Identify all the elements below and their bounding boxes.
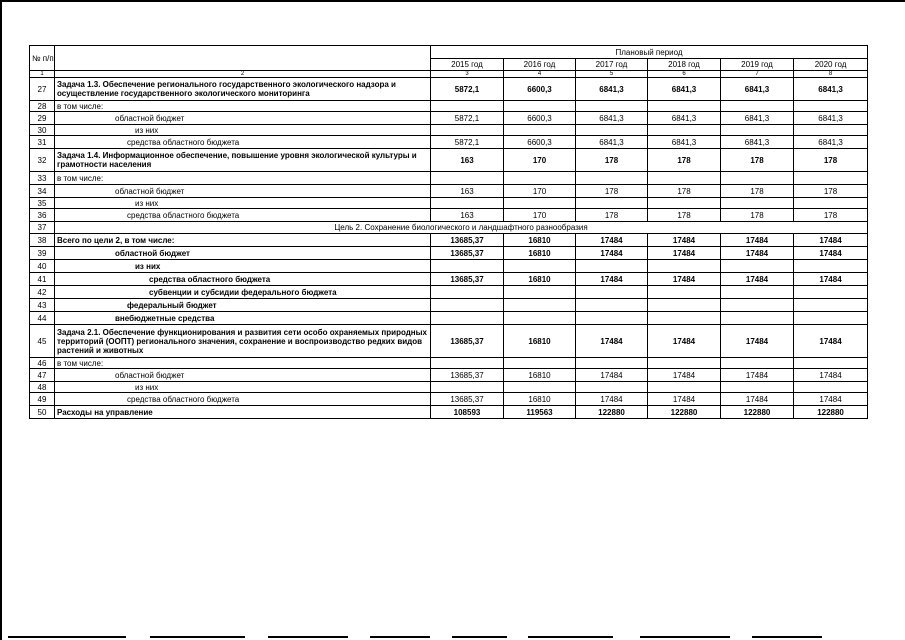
row-value	[794, 299, 868, 312]
row-value	[721, 125, 794, 136]
row-value	[576, 358, 648, 369]
row-value	[794, 286, 868, 299]
table-row	[30, 198, 868, 209]
row-value	[431, 198, 504, 209]
row-number: 33	[30, 172, 55, 185]
row-value	[431, 125, 504, 136]
table-row	[30, 273, 868, 286]
row-value: 17484	[648, 325, 721, 358]
row-value	[504, 172, 576, 185]
row-number: 38	[30, 234, 55, 247]
table-row	[30, 312, 868, 325]
row-value	[721, 358, 794, 369]
row-value	[721, 286, 794, 299]
row-value	[648, 286, 721, 299]
column-number: 4	[504, 71, 576, 78]
column-number: 1	[30, 71, 55, 78]
row-label: из них	[55, 382, 431, 393]
year-header: 2020 год	[794, 59, 868, 71]
row-number: 30	[30, 125, 55, 136]
row-value: 178	[576, 209, 648, 222]
row-value	[794, 312, 868, 325]
row-number: 27	[30, 78, 55, 101]
row-number: 49	[30, 393, 55, 406]
row-value	[721, 312, 794, 325]
row-value: 178	[721, 209, 794, 222]
row-label: средства областного бюджета	[55, 393, 431, 406]
column-number: 2	[55, 71, 431, 78]
row-label: средства областного бюджета	[55, 136, 431, 149]
row-value: 13685,37	[431, 247, 504, 260]
row-value: 16810	[504, 273, 576, 286]
row-value: 6600,3	[504, 112, 576, 125]
row-value	[721, 299, 794, 312]
row-value: 163	[431, 185, 504, 198]
table-row	[30, 299, 868, 312]
row-number: 47	[30, 369, 55, 382]
column-number: 8	[794, 71, 868, 78]
row-number: 41	[30, 273, 55, 286]
row-value: 6841,3	[794, 112, 868, 125]
row-label: Задача 1.4. Информационное обеспечение, повышение уровня экологической культуры и грамотности населения	[55, 149, 431, 172]
row-value: 17484	[721, 369, 794, 382]
row-number: 29	[30, 112, 55, 125]
row-value	[721, 260, 794, 273]
row-value	[504, 382, 576, 393]
row-number: 46	[30, 358, 55, 369]
row-value	[431, 382, 504, 393]
row-number: 43	[30, 299, 55, 312]
row-value	[721, 198, 794, 209]
row-value: 16810	[504, 393, 576, 406]
table-row	[30, 149, 868, 172]
row-value: 108593	[431, 406, 504, 419]
year-header: 2019 год	[721, 59, 794, 71]
row-value	[576, 198, 648, 209]
row-value: 17484	[576, 234, 648, 247]
table-row	[30, 325, 868, 358]
row-value: 163	[431, 209, 504, 222]
row-value: 178	[648, 185, 721, 198]
table-row	[30, 209, 868, 222]
year-header: 2018 год	[648, 59, 721, 71]
row-value	[504, 198, 576, 209]
budget-table	[29, 45, 868, 419]
row-value	[576, 101, 648, 112]
row-value: 178	[576, 185, 648, 198]
table-row	[30, 406, 868, 419]
row-value: 17484	[721, 325, 794, 358]
goal-heading: Цель 2. Сохранение биологического и ландшафтного разнообразия	[55, 222, 868, 234]
row-value: 17484	[794, 393, 868, 406]
row-number: 34	[30, 185, 55, 198]
row-label: внебюджетные средства	[55, 312, 431, 325]
row-value: 178	[576, 149, 648, 172]
row-value: 170	[504, 209, 576, 222]
row-value	[504, 101, 576, 112]
table-row	[30, 369, 868, 382]
row-value: 5872,1	[431, 78, 504, 101]
row-value	[504, 260, 576, 273]
row-value	[576, 299, 648, 312]
row-value: 17484	[648, 273, 721, 286]
row-value	[648, 382, 721, 393]
page-border-top	[0, 0, 905, 2]
row-value: 6600,3	[504, 78, 576, 101]
table-row	[30, 185, 868, 198]
row-value: 119563	[504, 406, 576, 419]
row-number: 44	[30, 312, 55, 325]
row-value: 13685,37	[431, 393, 504, 406]
row-value: 5872,1	[431, 112, 504, 125]
row-value: 178	[721, 149, 794, 172]
table-row	[30, 172, 868, 185]
year-header: 2015 год	[431, 59, 504, 71]
row-value: 178	[721, 185, 794, 198]
row-label: Всего по цели 2, в том числе:	[55, 234, 431, 247]
row-value	[504, 286, 576, 299]
row-value: 17484	[648, 234, 721, 247]
row-number: 50	[30, 406, 55, 419]
row-label: средства областного бюджета	[55, 209, 431, 222]
row-value	[648, 101, 721, 112]
table-row	[30, 286, 868, 299]
row-value: 6600,3	[504, 136, 576, 149]
year-header: 2017 год	[576, 59, 648, 71]
table-row	[30, 247, 868, 260]
row-value: 17484	[721, 234, 794, 247]
row-value	[721, 172, 794, 185]
row-value	[504, 125, 576, 136]
scan-bottom-edge	[0, 635, 905, 640]
row-number: 40	[30, 260, 55, 273]
row-value: 17484	[794, 234, 868, 247]
row-label: в том числе:	[55, 358, 431, 369]
row-value: 17484	[576, 273, 648, 286]
row-value: 17484	[721, 273, 794, 286]
table-row	[30, 125, 868, 136]
row-value	[431, 260, 504, 273]
row-value: 6841,3	[794, 78, 868, 101]
table-row	[30, 260, 868, 273]
row-label: Задача 1.3. Обеспечение регионального государственного экологического надзора и осуществление государственного экологического мониторинга	[55, 78, 431, 101]
row-value	[504, 312, 576, 325]
row-value	[794, 125, 868, 136]
row-value: 6841,3	[721, 112, 794, 125]
row-value	[648, 198, 721, 209]
row-value	[794, 358, 868, 369]
table-row	[30, 136, 868, 149]
row-value	[576, 382, 648, 393]
row-label: федеральный бюджет	[55, 299, 431, 312]
row-value: 17484	[794, 369, 868, 382]
name-column-header	[55, 46, 431, 71]
row-value: 6841,3	[721, 78, 794, 101]
row-value	[431, 172, 504, 185]
row-value	[431, 299, 504, 312]
column-number: 7	[721, 71, 794, 78]
row-value	[648, 312, 721, 325]
column-numbers-row	[30, 71, 868, 78]
table-row	[30, 234, 868, 247]
row-number: 36	[30, 209, 55, 222]
table-row	[30, 112, 868, 125]
row-value	[648, 358, 721, 369]
row-value	[648, 299, 721, 312]
row-value: 17484	[794, 247, 868, 260]
row-value: 17484	[576, 369, 648, 382]
row-label: Задача 2.1. Обеспечение функционирования и развития сети особо охраняемых природных территорий (ООПТ) регионального значения, сохранение и воспроизводство редких видов растений и животных	[55, 325, 431, 358]
row-value: 178	[794, 149, 868, 172]
row-value: 122880	[648, 406, 721, 419]
row-number: 31	[30, 136, 55, 149]
row-value	[431, 101, 504, 112]
row-value: 170	[504, 185, 576, 198]
row-value: 178	[648, 209, 721, 222]
row-value: 163	[431, 149, 504, 172]
row-value: 17484	[576, 325, 648, 358]
planned-period-header: Плановый период	[431, 46, 868, 59]
row-value: 6841,3	[576, 78, 648, 101]
table-row	[30, 358, 868, 369]
row-label: областной бюджет	[55, 247, 431, 260]
row-value	[576, 125, 648, 136]
row-value: 5872,1	[431, 136, 504, 149]
row-value	[576, 172, 648, 185]
row-value: 6841,3	[576, 112, 648, 125]
row-value	[648, 172, 721, 185]
row-number: 48	[30, 382, 55, 393]
row-value	[431, 312, 504, 325]
column-number: 6	[648, 71, 721, 78]
row-value: 16810	[504, 325, 576, 358]
row-number: 37	[30, 222, 55, 234]
row-value: 6841,3	[648, 136, 721, 149]
row-value: 17484	[576, 247, 648, 260]
row-value: 122880	[794, 406, 868, 419]
row-number: 28	[30, 101, 55, 112]
row-value: 17484	[648, 369, 721, 382]
row-value: 6841,3	[648, 112, 721, 125]
row-value	[648, 260, 721, 273]
row-value: 17484	[794, 273, 868, 286]
num-column-header: № п/п	[30, 46, 55, 71]
row-value	[794, 382, 868, 393]
row-value: 16810	[504, 369, 576, 382]
row-value: 6841,3	[794, 136, 868, 149]
row-value: 6841,3	[576, 136, 648, 149]
row-label: областной бюджет	[55, 112, 431, 125]
row-value	[794, 260, 868, 273]
row-value: 16810	[504, 234, 576, 247]
row-label: в том числе:	[55, 172, 431, 185]
row-label: из них	[55, 125, 431, 136]
row-number: 45	[30, 325, 55, 358]
row-value	[576, 286, 648, 299]
row-value	[721, 382, 794, 393]
page-border-left	[0, 0, 2, 640]
row-value: 122880	[576, 406, 648, 419]
row-value	[794, 101, 868, 112]
row-value	[721, 101, 794, 112]
row-value	[431, 286, 504, 299]
row-value	[794, 172, 868, 185]
row-label: в том числе:	[55, 101, 431, 112]
row-value: 13685,37	[431, 369, 504, 382]
row-label: из них	[55, 198, 431, 209]
row-value	[576, 260, 648, 273]
table-row	[30, 101, 868, 112]
row-value: 13685,37	[431, 234, 504, 247]
row-value	[576, 312, 648, 325]
row-value	[504, 299, 576, 312]
row-number: 39	[30, 247, 55, 260]
row-value	[794, 198, 868, 209]
table-row	[30, 393, 868, 406]
row-value: 178	[648, 149, 721, 172]
row-number: 42	[30, 286, 55, 299]
row-value: 13685,37	[431, 273, 504, 286]
column-number: 5	[576, 71, 648, 78]
row-value	[431, 358, 504, 369]
row-value: 17484	[794, 325, 868, 358]
row-value: 122880	[721, 406, 794, 419]
table-row	[30, 382, 868, 393]
row-label: областной бюджет	[55, 185, 431, 198]
row-label: из них	[55, 260, 431, 273]
column-number: 3	[431, 71, 504, 78]
row-value: 6841,3	[648, 78, 721, 101]
row-value: 178	[794, 209, 868, 222]
row-label: субвенции и субсидии федерального бюджета	[55, 286, 431, 299]
row-value: 17484	[648, 393, 721, 406]
row-value: 16810	[504, 247, 576, 260]
table-row	[30, 78, 868, 101]
row-value: 17484	[576, 393, 648, 406]
row-value	[504, 358, 576, 369]
row-label: областной бюджет	[55, 369, 431, 382]
row-value: 170	[504, 149, 576, 172]
row-value: 17484	[648, 247, 721, 260]
row-label: Расходы на управление	[55, 406, 431, 419]
header-row-1	[30, 46, 868, 59]
row-value: 13685,37	[431, 325, 504, 358]
row-value: 17484	[721, 247, 794, 260]
row-value: 6841,3	[721, 136, 794, 149]
row-number: 35	[30, 198, 55, 209]
row-value: 17484	[721, 393, 794, 406]
year-header: 2016 год	[504, 59, 576, 71]
table-row	[30, 222, 868, 234]
row-number: 32	[30, 149, 55, 172]
row-value: 178	[794, 185, 868, 198]
row-label: средства областного бюджета	[55, 273, 431, 286]
row-value	[648, 125, 721, 136]
